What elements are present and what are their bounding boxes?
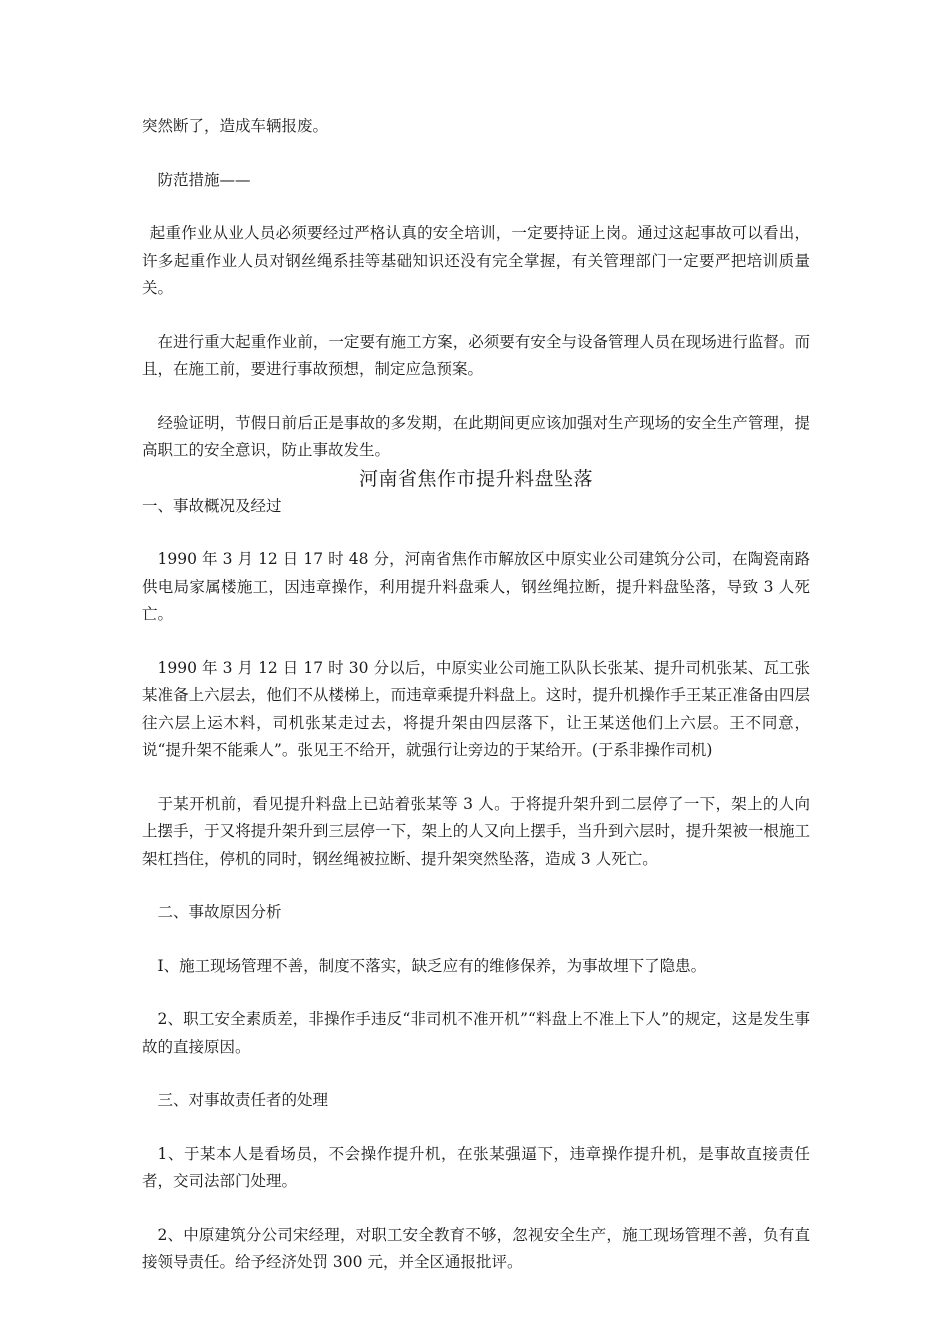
paragraph-accident-process: 1990 年 3 月 12 日 17 时 30 分以后，中原实业公司施工队队长张某、提升司机张某、瓦工张某准备上六层去，他们不从楼梯上，而违章乘提升料盘上。这时，提升机操作手王某正准备由四层往六层上运木料，司机张某走过去，将提升架由四层落下，让王某送他们上六层。王不同意，说“提升架不能乘人”。张见王不给开，就强行让旁边的于某给开。(于系非操作司机) [142,658,810,759]
paragraph-handling-2: 2、中原建筑分公司宋经理，对职工安全教育不够，忽视安全生产，施工现场管理不善，负有直接领导责任。给予经济处罚 300 元，并全区通报批评。 [142,1225,810,1271]
paragraph-training: 起重作业从业人员必须要经过严格认真的安全培训，一定要持证上岗。通过这起事故可以看出，许多起重作业人员对钢丝绳系挂等基础知识还没有完全掌握，有关管理部门一定要严把培训质量关。 [142,224,810,297]
paragraph-construction-plan: 在进行重大起重作业前，一定要有施工方案，必须要有安全与设备管理人员在现场进行监督。而且，在施工前，要进行事故预想，制定应急预案。 [142,332,810,378]
section-heading-handling: 三、对事故责任者的处理 [157,1091,329,1109]
paragraph-handling-1: 1、于某本人是看场员，不会操作提升机，在张某强逼下，违章操作提升机，是事故直接责任者，交司法部门处理。 [142,1144,810,1190]
paragraph-operation-detail: 于某开机前，看见提升料盘上已站着张某等 3 人。于将提升架升到二层停了一下，架上的人向上摆手，于又将提升架升到三层停一下，架上的人又向上摆手，当升到六层时，提升架被一根施工架杠挡住，停机的同时，钢丝绳被拉断、提升架突然坠落，造成 3 人死亡。 [142,794,810,868]
document-title: 河南省焦作市提升料盘坠落 [358,467,593,490]
paragraph-cause-2: 2、职工安全素质差，非操作手违反“非司机不准开机”“料盘上不准上下人”的规定，这是发生事故的直接原因。 [142,1010,810,1056]
paragraph-holiday-experience: 经验证明，节假日前后正是事故的多发期，在此期间更应该加强对生产现场的安全生产管理，提高职工的安全意识，防止事故发生。 [142,413,810,459]
paragraph-vehicle-scrapped: 突然断了，造成车辆报废。 [142,117,329,135]
section-heading-overview: 一、事故概况及经过 [142,496,282,515]
paragraph-accident-summary: 1990 年 3 月 12 日 17 时 48 分，河南省焦作市解放区中原实业公司建筑分公司，在陶瓷南路供电局家属楼施工，因违章操作，利用提升料盘乘人，钢丝绳拉断，提升料盘坠落，导致 3 人死亡。 [142,550,810,623]
heading-preventive-measures: 防范措施—— [157,170,251,189]
document-body [142,113,810,1277]
paragraph-cause-1: I、施工现场管理不善，制度不落实，缺乏应有的维修保养，为事故埋下了隐患。 [157,956,707,975]
section-heading-cause: 二、事故原因分析 [157,903,282,921]
